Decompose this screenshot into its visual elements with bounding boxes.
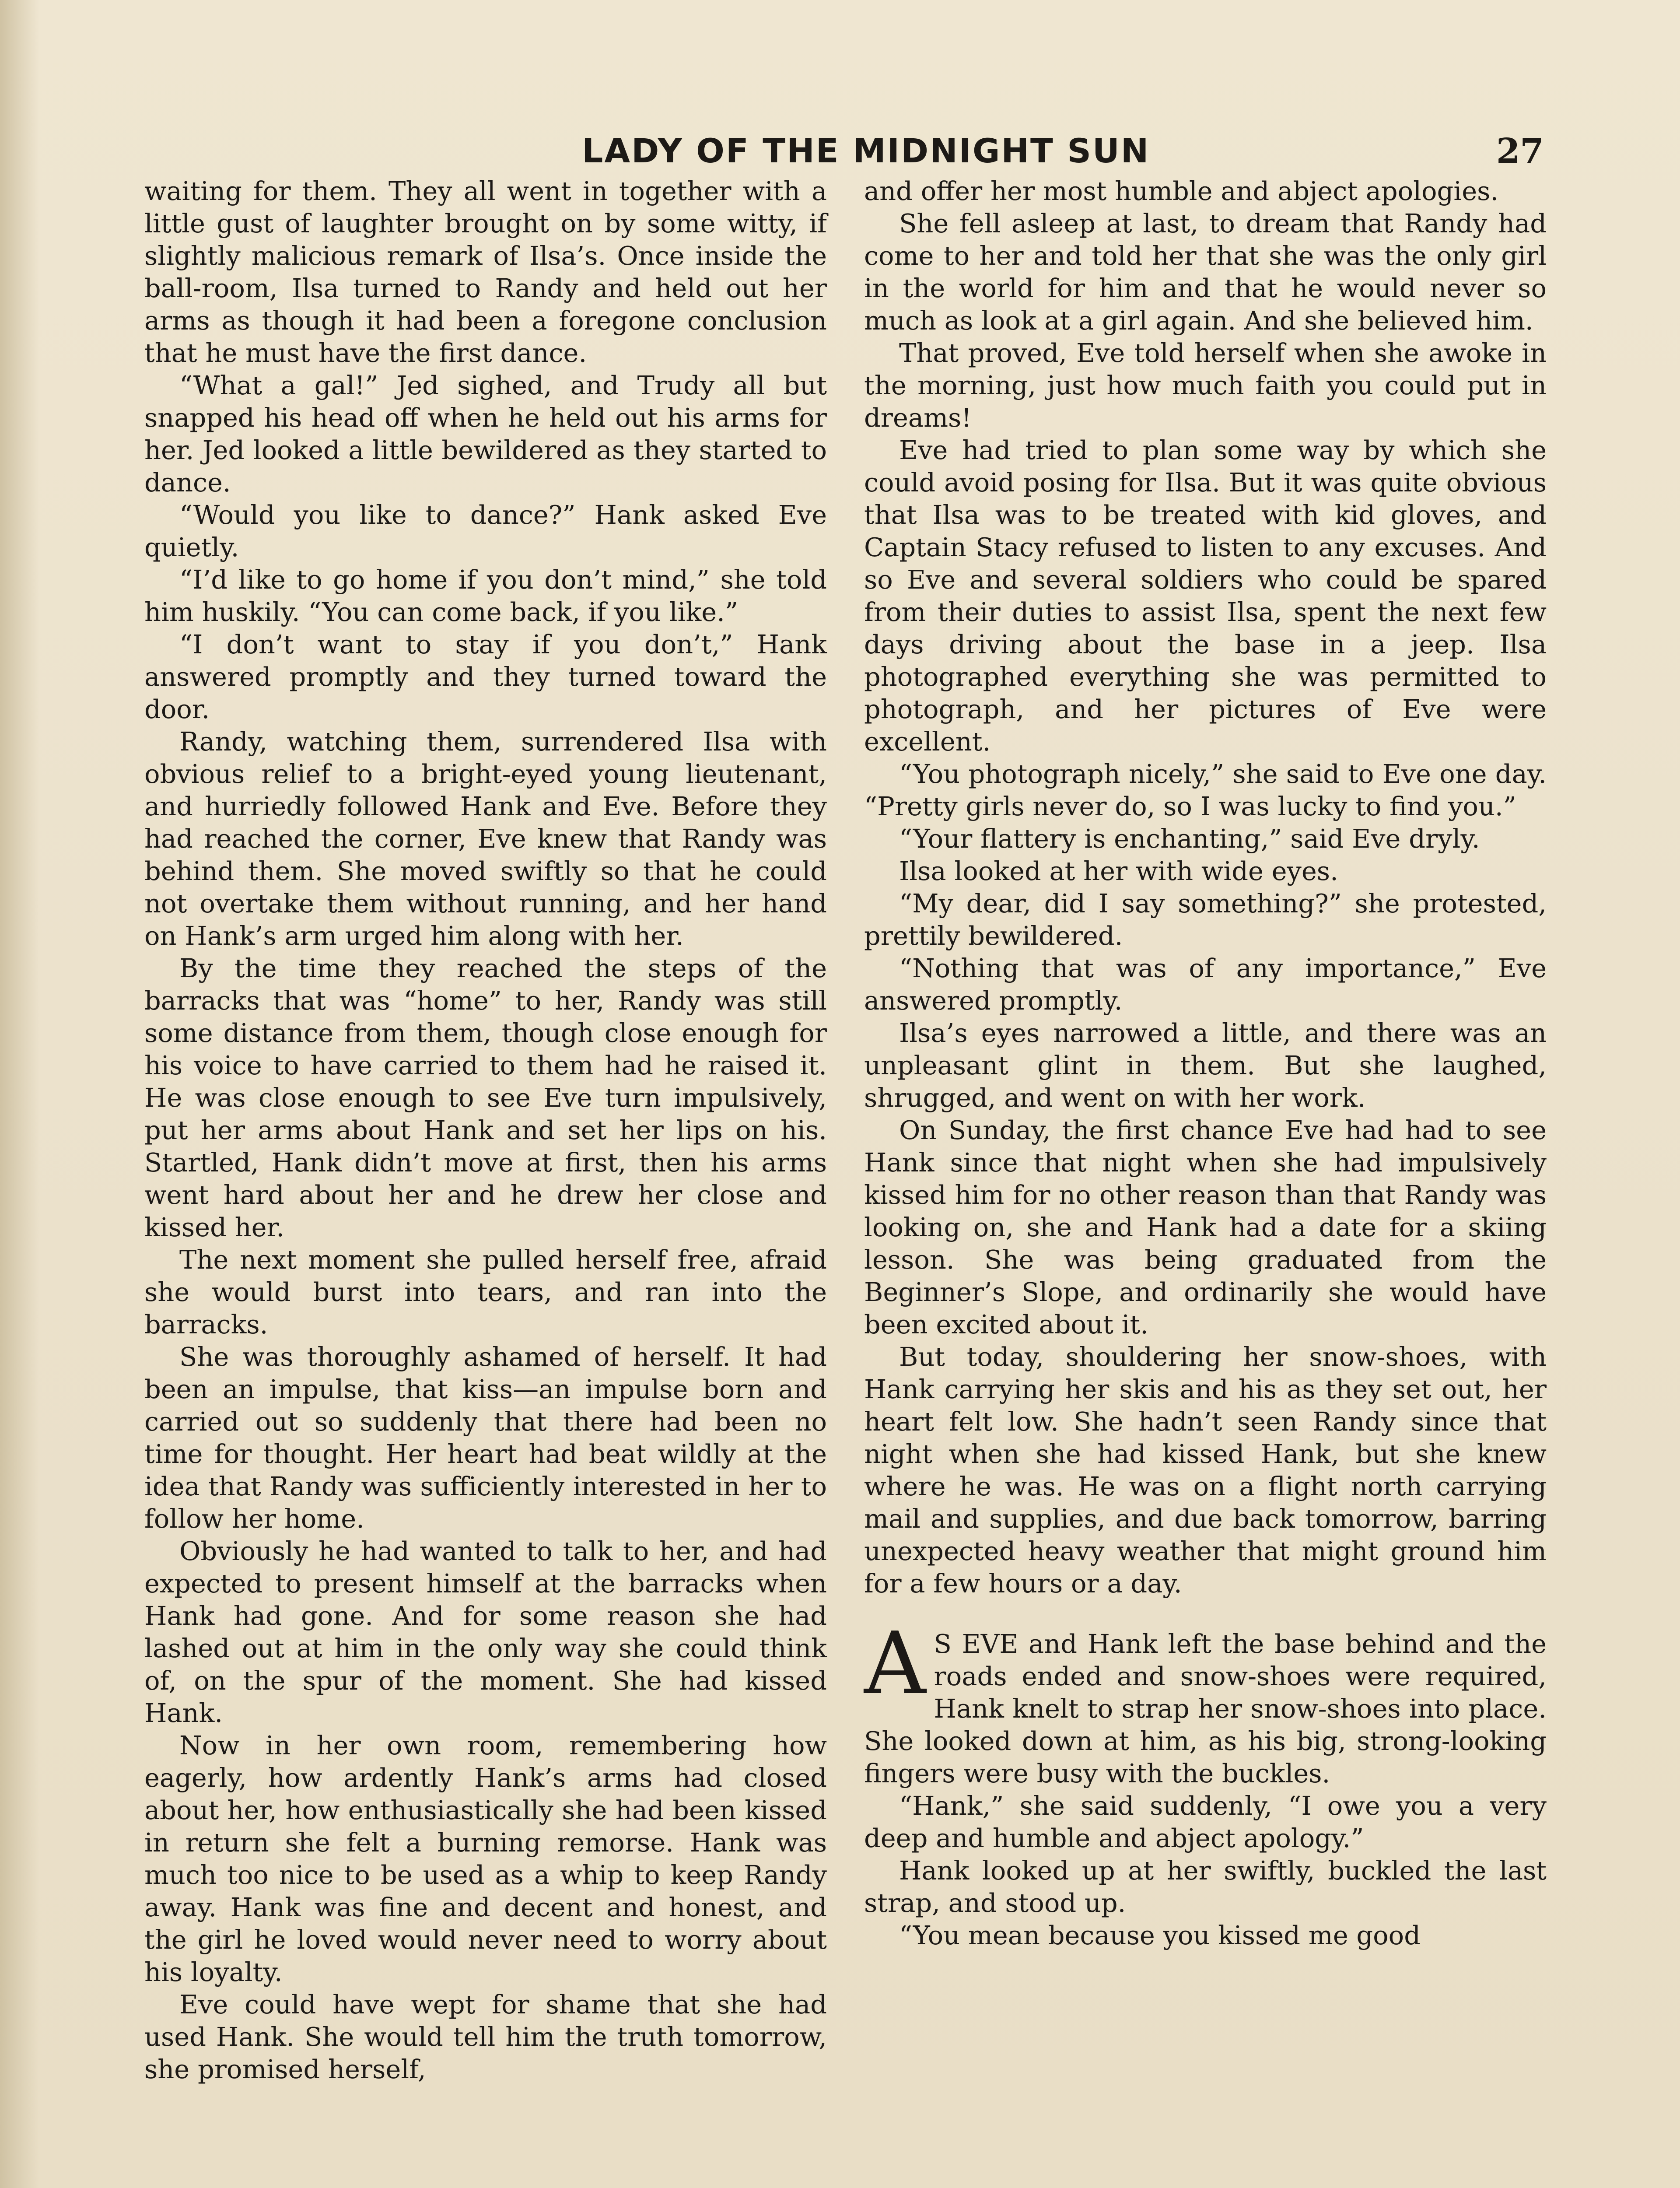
paragraph (864, 1017, 1547, 1114)
paragraph-text: Obviously he had wanted to talk to her, and had expected to present himself at the barracks when Hank had gone. And for some reason she had lashed out at him in the only way she could think of, on the spur of the moment. She had kissed Hank. (144, 1536, 827, 1728)
paragraph-text: But today, shouldering her snow-shoes, with Hank carrying her skis and his as they set out, her heart felt low. She hadn’t seen Randy since that night when she had kissed Hank, but she knew where he was. He was on a flight north carrying mail and supplies, and due back tomorrow, barring unexpected heavy weather that might ground him for a few hours or a day. (864, 1342, 1547, 1599)
paragraph-text: The next moment she pulled herself free, afraid she would burst into tears, and ran into the barracks. (144, 1245, 827, 1339)
paragraph (864, 952, 1547, 1017)
paragraph (864, 1855, 1547, 1919)
paragraph (864, 855, 1547, 887)
paragraph (144, 564, 827, 628)
paragraph (144, 628, 827, 726)
paragraph-text: “Your flattery is enchanting,” said Eve dryly. (899, 824, 1480, 854)
paragraph-text: waiting for them. They all went in together with a little gust of laughter brought on by some witty, if slightly malicious remark of Ilsa’s. Once inside the ball-room, Ilsa turned to Randy and held out her arms as though it had been a foregone conclusion that he must have the first dance. (144, 176, 827, 368)
paragraph (864, 1114, 1547, 1341)
paragraph (144, 369, 827, 499)
paragraph-text: “You mean because you kissed me good (899, 1920, 1421, 1950)
running-head-title: LADY OF THE MIDNIGHT SUN (582, 131, 1150, 170)
paragraph-text: “What a gal!” Jed sighed, and Trudy all but snapped his head off when he held out his arms for her. Jed looked a little bewildered as they started to dance. (144, 370, 827, 498)
paragraph (144, 1341, 827, 1535)
page-edge-shadow (0, 0, 39, 2188)
paragraph (144, 726, 827, 952)
paragraph (864, 887, 1547, 952)
paragraph-text: “Hank,” she said suddenly, “I owe you a very deep and humble and abject apology.” (864, 1791, 1547, 1853)
paragraph-text: “I don’t want to stay if you don’t,” Hank answered promptly and they turned toward the door. (144, 629, 827, 724)
paragraph (864, 1919, 1547, 1952)
paragraph-text: She fell asleep at last, to dream that Randy had come to her and told her that she was the only girl in the world for him and that he would never so much as look at a girl again. And she believed him. (864, 208, 1547, 336)
paragraph (144, 1988, 827, 2086)
paragraph-text: “Nothing that was of any importance,” Eve answered promptly. (864, 953, 1547, 1016)
paragraph (864, 823, 1547, 855)
drop-cap: A (864, 1614, 926, 1714)
paragraph-text: By the time they reached the steps of the barracks that was “home” to her, Randy was still some distance from them, though close enough for his voice to have carried to them had he raised it. He was close enough to see Eve turn impulsively, put her arms about Hank and set her lips on his. Startled, Hank didn’t move at first, then his arms went hard about her and he drew her close and kissed her. (144, 953, 827, 1242)
paragraph-text: Ilsa’s eyes narrowed a little, and there was an unpleasant glint in them. But she laughed, shrugged, and went on with her work. (864, 1018, 1547, 1113)
paragraph (864, 758, 1547, 823)
paragraph (864, 1790, 1547, 1855)
paragraph-text: Now in her own room, remembering how eagerly, how ardently Hank’s arms had closed about her, how enthusiastically she had been kissed in return she felt a burning remorse. Hank was much too nice to be used as a whip to keep Randy away. Hank was fine and decent and honest, and the girl he loved would never need to worry about his loyalty. (144, 1730, 827, 1987)
paragraph (144, 952, 827, 1244)
paragraph-text: Ilsa looked at her with wide eyes. (899, 856, 1338, 886)
paragraph (864, 175, 1547, 207)
page-number: 27 (1496, 131, 1544, 171)
paragraph-text: “You photograph nicely,” she said to Eve one day. “Pretty girls never do, so I was lucky to find you.” (864, 759, 1547, 821)
paragraph (144, 499, 827, 564)
paragraph (144, 1729, 827, 1988)
paragraph-text: Eve had tried to plan some way by which she could avoid posing for Ilsa. But it was quite obvious that Ilsa was to be treated with kid gloves, and Captain Stacy refused to listen to any excuses. And so Eve and several soldiers who could be spared from their duties to assist Ilsa, spent the next few days driving about the base in a jeep. Ilsa photographed everything she was permitted to photograph, and her pictures of Eve were excellent. (864, 435, 1547, 757)
paragraph-text: “I’d like to go home if you don’t mind,” she told him huskily. “You can come back, if you like.” (144, 565, 827, 627)
paragraph (144, 175, 827, 369)
paragraph (144, 1535, 827, 1729)
paragraph (864, 434, 1547, 758)
paragraph (864, 207, 1547, 337)
paragraph-text: and offer her most humble and abject apologies. (864, 176, 1499, 206)
left-text-column (144, 175, 827, 2086)
paragraph-text: Eve could have wept for shame that she had used Hank. She would tell him the truth tomorrow, she promised herself, (144, 1989, 827, 2084)
paragraph-text: Randy, watching them, surrendered Ilsa with obvious relief to a bright-eyed young lieutenant, and hurriedly followed Hank and Eve. Before they had reached the corner, Eve knew that Randy was behind them. She moved swiftly so that he could not overtake them without running, and her hand on Hank’s arm urged him along with her. (144, 726, 827, 951)
paragraph-text: She was thoroughly ashamed of herself. It had been an impulse, that kiss—an impulse born and carried out so suddenly that there had been no time for thought. Her heart had beat wildly at the idea that Randy was sufficiently interested in her to follow her home. (144, 1342, 827, 1534)
paragraph (144, 1244, 827, 1341)
paragraph-text: “My dear, did I say something?” she protested, prettily bewildered. (864, 888, 1547, 951)
paragraph-text: “Would you like to dance?” Hank asked Eve quietly. (144, 500, 827, 562)
paragraph-text: S EVE and Hank left the base behind and the roads ended and snow-shoes were required, Hank knelt to strap her snow-shoes into place. She looked down at him, as his big, strong-looking fingers were busy with the buckles. (864, 1629, 1547, 1788)
paragraph-text: On Sunday, the first chance Eve had had to see Hank since that night when she had impulsively kissed him for no other reason than that Randy was looking on, she and Hank had a date for a skiing lesson. She was being graduated from the Beginner’s Slope, and ordinarily she would have been excited about it. (864, 1115, 1547, 1339)
paragraph-text: That proved, Eve told herself when she awoke in the morning, just how much faith you could put in dreams! (864, 338, 1547, 433)
paragraph (864, 1341, 1547, 1600)
right-text-column (864, 175, 1547, 1952)
paragraph (864, 337, 1547, 434)
paragraph (864, 1614, 1547, 1790)
paragraph-text: Hank looked up at her swiftly, buckled the last strap, and stood up. (864, 1855, 1547, 1918)
